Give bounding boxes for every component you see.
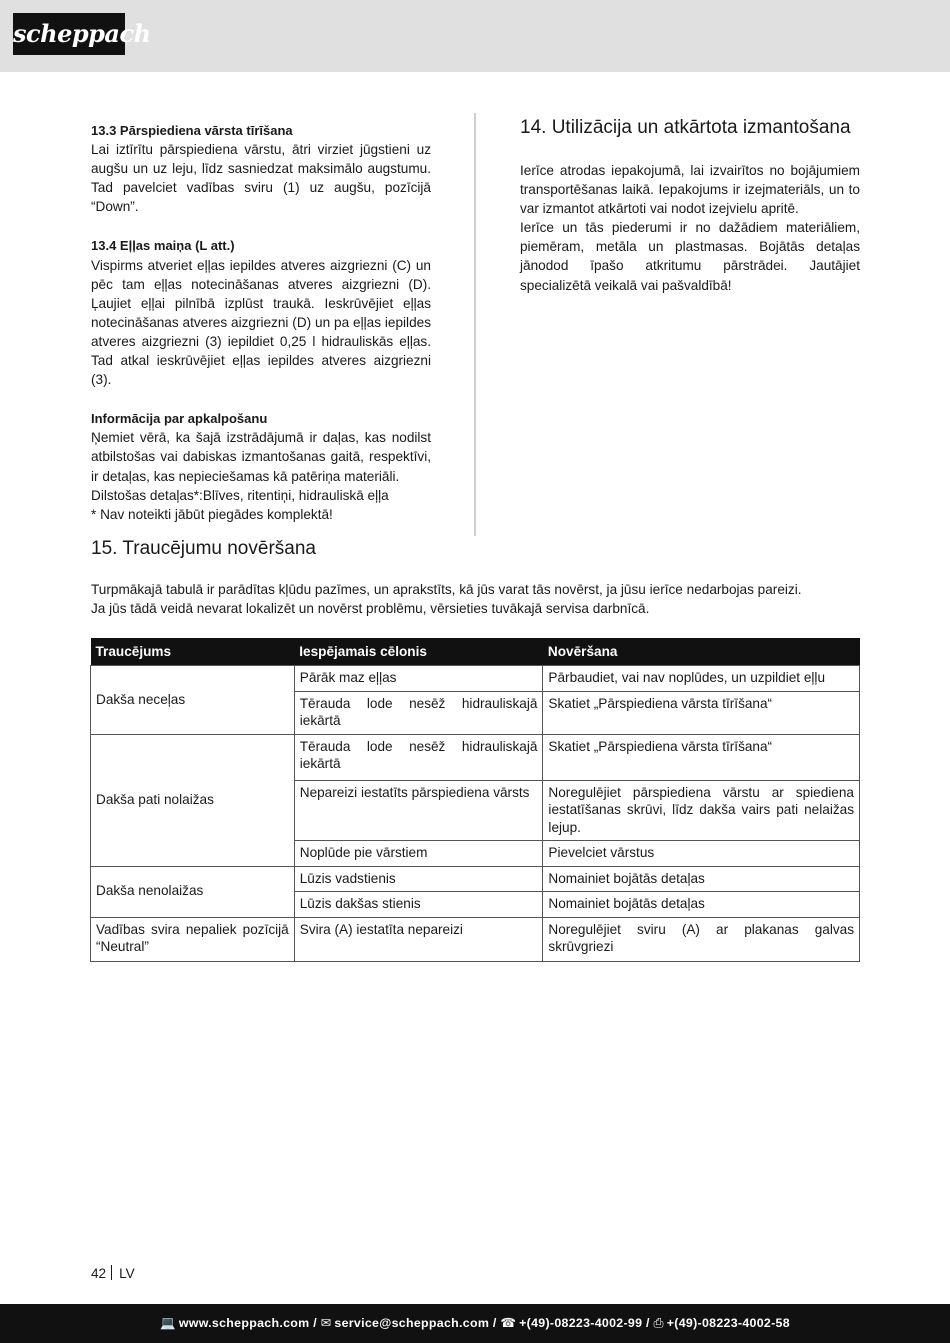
remedy-cell: Pārbaudiet, vai nav noplūdes, un uzpildiet eļļu <box>543 666 860 692</box>
remedy-cell: Skatiet „Pārspiediena vārsta tīrīšana“ <box>543 691 860 734</box>
scheppach-logo: scheppach <box>13 13 125 55</box>
troubleshooting-table <box>90 638 860 962</box>
cause-cell: Lūzis vadstienis <box>294 866 543 892</box>
cause-cell: Noplūde pie vārstiem <box>294 841 543 867</box>
header-cause: Iespējamais cēlonis <box>294 638 543 666</box>
cause-cell: Pārāk maz eļļas <box>294 666 543 692</box>
cause-cell: Svira (A) iestatīta nepareizi <box>294 917 543 961</box>
wear-parts-line: Dilstošas detaļas*:Blīves, ritentiņi, hidrauliskā eļļa <box>91 487 389 503</box>
table-row <box>91 917 860 961</box>
right-column <box>520 117 860 295</box>
section-13-4-heading: 13.4 Eļļas maiņa (L att.) <box>91 238 235 254</box>
header-fault: Traucējums <box>91 638 295 666</box>
header-remedy: Novēršana <box>543 638 860 666</box>
section-15-intro-line-1: Turpmākajā tabulā ir parādītas kļūdu pazīmes, un aprakstīts, kā jūs varat tās novērst, ja jūsu ierīce nedarbojas pareizi. <box>91 582 802 597</box>
fax-icon: ⎙ <box>653 1316 664 1330</box>
table-header-row <box>91 638 860 666</box>
cause-cell: Nepareizi iestatīts pārspiediena vārsts <box>294 780 543 841</box>
footer-website[interactable]: www.scheppach.com / <box>178 1316 317 1330</box>
section-13-3-text: Lai iztīrītu pārspiediena vārstu, ātri virziet jūgstieni uz augšu un uz leju, līdz sasniedzat maksimālo augstumu. Tad pavelciet vadības sviru (1) uz augšu, pozīcijā “Down”. <box>91 142 431 215</box>
service-info-heading: Informācija par apkalpošanu <box>91 411 268 427</box>
remedy-cell: Nomainiet bojātās detaļas <box>543 892 860 918</box>
fault-cell: Dakša pati nolaižas <box>91 734 295 866</box>
table-row <box>91 866 860 892</box>
remedy-cell: Skatiet „Pārspiediena vārsta tīrīšana“ <box>543 734 860 780</box>
remedy-cell: Pievelciet vārstus <box>543 841 860 867</box>
page-number-separator <box>111 1265 112 1280</box>
section-15-intro-line-2: Ja jūs tādā veidā nevarat lokalizēt un novērst problēmu, vērsieties tuvākajā servisa darbnīcā. <box>91 601 650 616</box>
remedy-cell: Noregulējiet sviru (A) ar plakanas galvas skrūvgriezi <box>543 917 860 961</box>
left-column <box>91 121 431 524</box>
cause-cell: Lūzis dakšas stienis <box>294 892 543 918</box>
page-header <box>0 0 950 72</box>
page-number-value: 42 <box>91 1266 107 1281</box>
cause-cell: Tērauda lode nesēž hidrauliskajā iekārtā <box>294 734 543 780</box>
section-15-intro <box>91 580 871 618</box>
language-code: LV <box>119 1266 135 1281</box>
footer-fax: +(49)-08223-4002-58 <box>666 1316 790 1330</box>
section-14-paragraph-2: Ierīce un tās piederumi ir no dažādiem materiāliem, piemēram, metāla un plastmasas. Bojātās detaļas jānodod īpašo atkritumu pārstrādei. Jautājiet specializētā veikalā vai pašvaldībā! <box>520 220 860 293</box>
footer-email[interactable]: service@scheppach.com / <box>334 1316 497 1330</box>
table-row <box>91 734 860 780</box>
mail-icon: ✉ <box>320 1316 332 1330</box>
section-14-paragraph-1: Ierīce atrodas iepakojumā, lai izvairītos no bojājumiem transportēšanas laikā. Iepakojums ir izejmateriāls, un to var izmantot atkārtoti vai nodot izejvielu apritē. <box>520 163 860 217</box>
page-number <box>91 1265 135 1281</box>
laptop-icon: 💻 <box>160 1316 176 1330</box>
section-13-4-text: Vispirms atveriet eļļas iepildes atveres aizgriezni (C) un pēc tam eļļas notecināšanas atveres aizgriezni (D). Ļaujiet eļļai pilnībā izplūst traukā. Ieskrūvējiet eļļas notecināšanas atveres aizgriezni (D) un pa eļļas iepildes atveres aizgriezni (3) iepildiet 0,25 l hidrauliskās eļļas. Tad atkal ieskrūvējiet eļļas iepildes atveres aizgriezni (3). <box>91 257 431 388</box>
page-footer <box>0 1304 950 1343</box>
fault-cell: Vadības svira nepaliek pozīcijā “Neutral” <box>91 917 295 961</box>
fault-cell: Dakša neceļas <box>91 666 295 735</box>
column-divider <box>474 113 476 536</box>
service-info-text: Ņemiet vērā, ka šajā izstrādājumā ir daļas, kas nodilst atbilstošas vai dabiskas izmantošanas gaitā, respektīvi, ir detaļas, kas nepieciešamas kā patēriņa materiāli. <box>91 430 431 484</box>
section-13-3-heading: 13.3 Pārspiediena vārsta tīrīšana <box>91 123 293 138</box>
cause-cell: Tērauda lode nesēž hidrauliskajā iekārtā <box>294 691 543 734</box>
phone-icon: ☎ <box>500 1316 517 1330</box>
section-14-title: 14. Utilizācija un atkārtota izmantošana <box>520 117 851 138</box>
remedy-cell: Noregulējiet pārspiediena vārstu ar spiediena iestatīšanas skrūvi, līdz dakša vairs pati nelaižas lejup. <box>543 780 860 841</box>
remedy-cell: Nomainiet bojātās detaļas <box>543 866 860 892</box>
footer-phone: +(49)-08223-4002-99 / <box>519 1316 650 1330</box>
table-row <box>91 666 860 692</box>
fault-cell: Dakša nenolaižas <box>91 866 295 917</box>
delivery-note: * Nav noteikti jābūt piegādes komplektā! <box>91 506 333 522</box>
section-15-title: 15. Traucējumu novēršana <box>91 538 316 559</box>
